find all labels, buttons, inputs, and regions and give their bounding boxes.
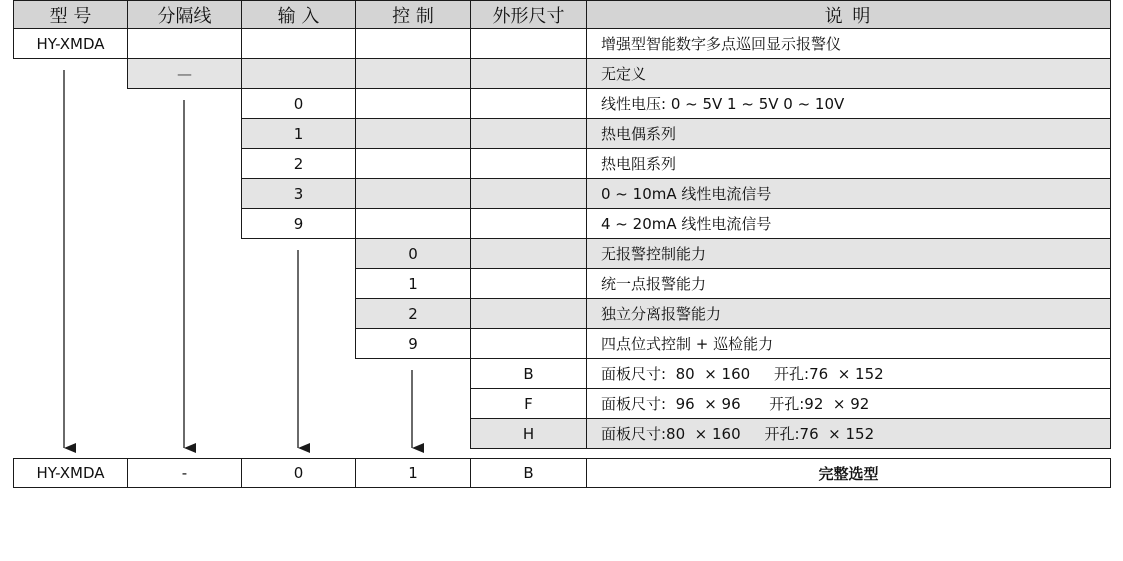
example-description: 完整选型 xyxy=(586,458,1111,488)
empty-cell xyxy=(470,58,587,89)
empty-cell xyxy=(355,28,471,59)
header-description: 说 明 xyxy=(586,0,1111,29)
control-code-1: 1 xyxy=(355,268,471,299)
size-description-h: 面板尺寸:80 × 160 开孔:76 × 152 xyxy=(586,418,1111,449)
header-control: 控 制 xyxy=(355,0,471,29)
input-code-3: 3 xyxy=(241,178,356,209)
header-model: 型 号 xyxy=(13,0,128,29)
input-description-1: 热电偶系列 xyxy=(586,118,1111,149)
input-description-9: 4 ~ 20mA 线性电流信号 xyxy=(586,208,1111,239)
size-code-h: H xyxy=(470,418,587,449)
input-description-2: 热电阻系列 xyxy=(586,148,1111,179)
empty-cell xyxy=(470,238,587,269)
empty-cell xyxy=(241,58,356,89)
input-description-0: 线性电压: 0 ~ 5V 1 ~ 5V 0 ~ 10V xyxy=(586,88,1111,119)
example-control: 1 xyxy=(355,458,471,488)
empty-cell xyxy=(355,88,471,119)
size-code-f: F xyxy=(470,388,587,419)
model-description: 增强型智能数字多点巡回显示报警仪 xyxy=(586,28,1111,59)
size-description-f: 面板尺寸: 96 × 96 开孔:92 × 92 xyxy=(586,388,1111,419)
separator-code-cell: — xyxy=(127,58,242,89)
empty-cell xyxy=(470,118,587,149)
empty-cell xyxy=(470,328,587,359)
control-description-9: 四点位式控制 + 巡检能力 xyxy=(586,328,1111,359)
separator-description: 无定义 xyxy=(586,58,1111,89)
empty-cell xyxy=(355,178,471,209)
input-code-2: 2 xyxy=(241,148,356,179)
empty-cell xyxy=(470,208,587,239)
example-size: B xyxy=(470,458,587,488)
control-description-2: 独立分离报警能力 xyxy=(586,298,1111,329)
control-description-0: 无报警控制能力 xyxy=(586,238,1111,269)
example-input: 0 xyxy=(241,458,356,488)
model-code-cell: HY-XMDA xyxy=(13,28,128,59)
input-code-1: 1 xyxy=(241,118,356,149)
control-code-2: 2 xyxy=(355,298,471,329)
header-separator: 分隔线 xyxy=(127,0,242,29)
empty-cell xyxy=(470,268,587,299)
empty-cell xyxy=(355,208,471,239)
input-code-9: 9 xyxy=(241,208,356,239)
empty-cell xyxy=(470,148,587,179)
empty-cell xyxy=(355,118,471,149)
control-code-0: 0 xyxy=(355,238,471,269)
control-description-1: 统一点报警能力 xyxy=(586,268,1111,299)
empty-cell xyxy=(470,178,587,209)
input-description-3: 0 ~ 10mA 线性电流信号 xyxy=(586,178,1111,209)
empty-cell xyxy=(241,28,356,59)
header-dimensions: 外形尺寸 xyxy=(470,0,587,29)
input-code-0: 0 xyxy=(241,88,356,119)
empty-cell xyxy=(127,28,242,59)
example-model: HY-XMDA xyxy=(13,458,128,488)
size-code-b: B xyxy=(470,358,587,389)
empty-cell xyxy=(355,58,471,89)
example-separator: - xyxy=(127,458,242,488)
empty-cell xyxy=(355,148,471,179)
control-code-9: 9 xyxy=(355,328,471,359)
empty-cell xyxy=(470,88,587,119)
empty-cell xyxy=(470,28,587,59)
size-description-b: 面板尺寸: 80 × 160 开孔:76 × 152 xyxy=(586,358,1111,389)
empty-cell xyxy=(470,298,587,329)
header-input: 输 入 xyxy=(241,0,356,29)
